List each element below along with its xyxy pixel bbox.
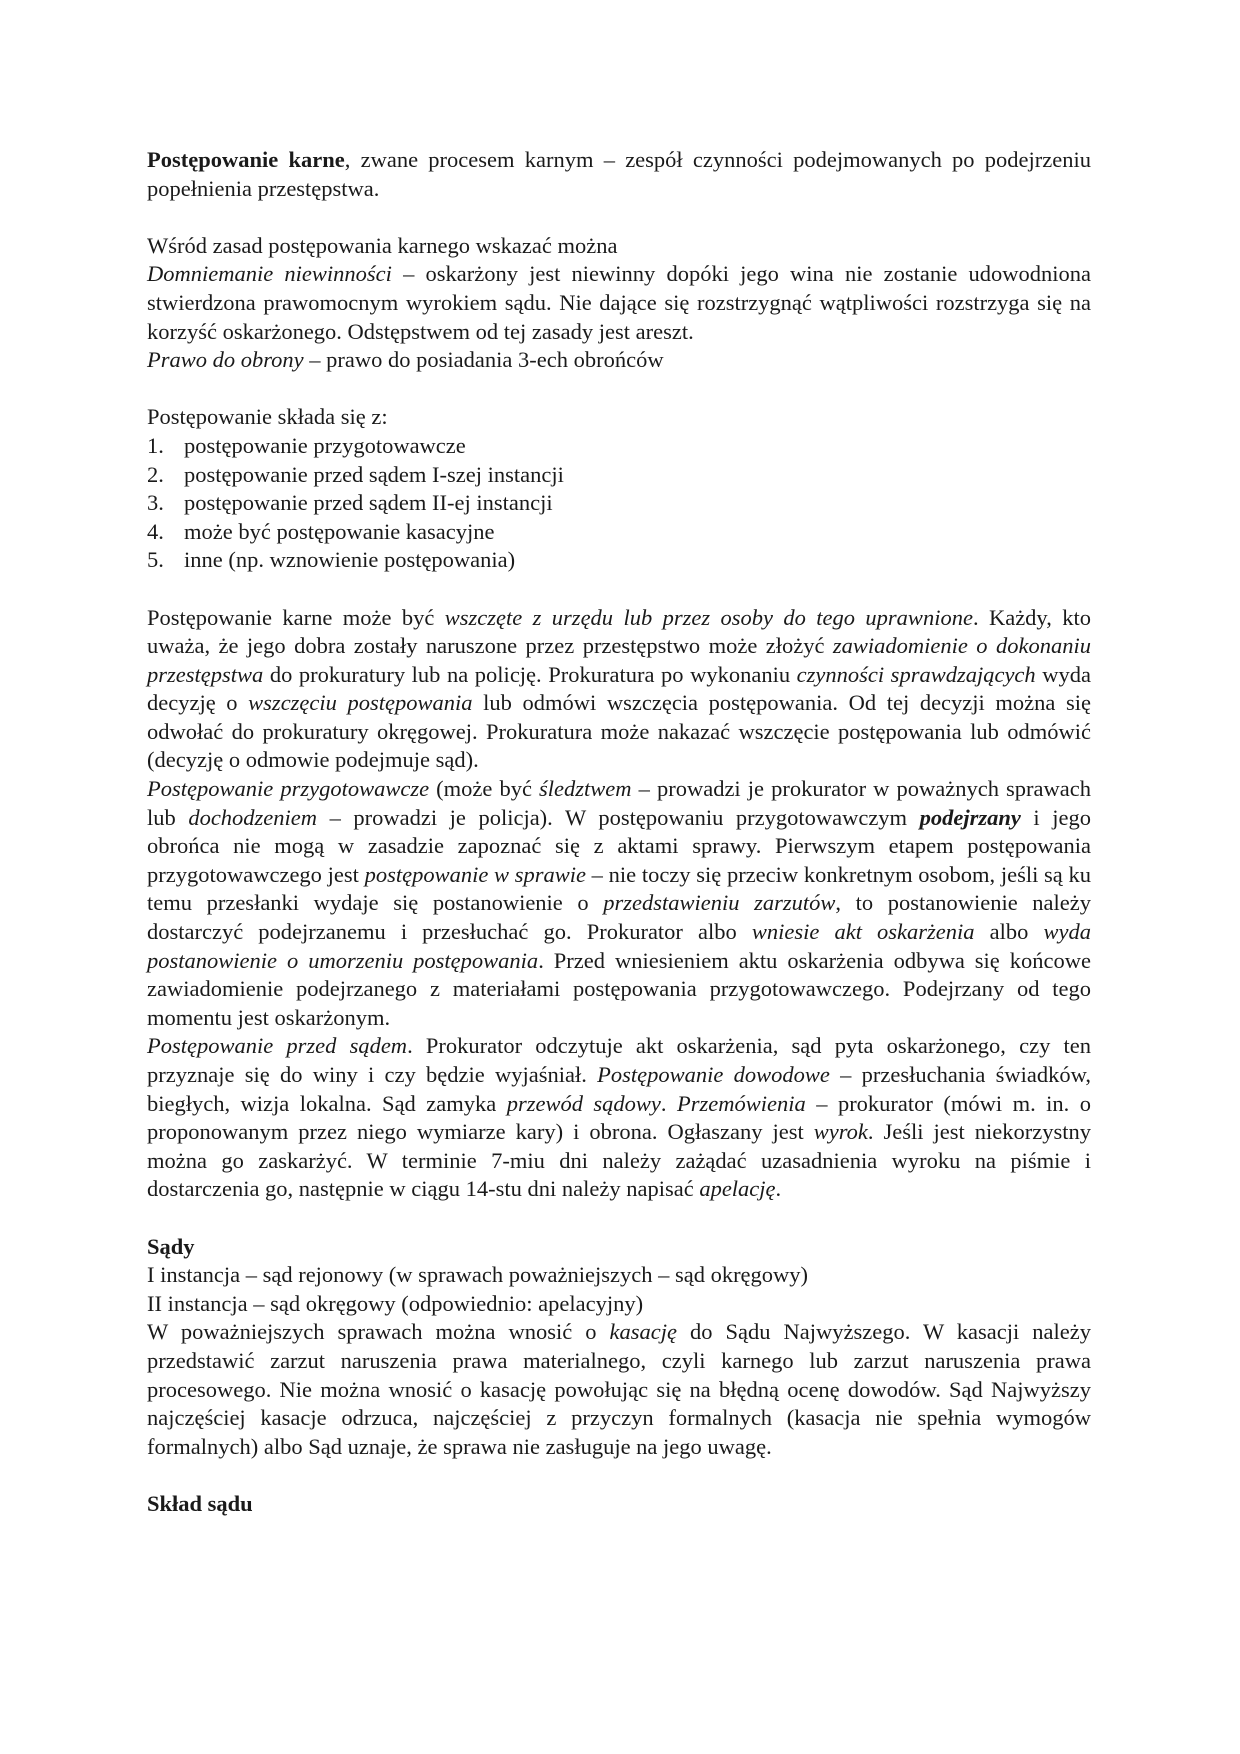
text: . Jeśli jest niekorzystny można go zaskarżyć. W terminie 7-miu dni należy zażądać uzasadnienia wyroku na piśmie i dostarczenia go, następnie w ciągu 14-stu dni należy napisać [147, 1119, 1091, 1202]
text: , to postanowienie należy dostarczyć podejrzanemu i przesłuchać go. Prokurator albo [147, 890, 1092, 945]
stages-list [147, 432, 1091, 575]
emphasis: wszczęte z urzędu lub przez osoby do tego uprawnione [444, 604, 973, 630]
emphasis: Postępowanie przygotowawcze [147, 776, 430, 802]
intro-term: Postępowanie karne [147, 147, 345, 172]
principle-text: – oskarżony jest niewinny dopóki jego wina nie zostanie udowodniona stwierdzona prawomocnym wyrokiem sądu. Nie dające się rozstrzygnąć wątpliwości rozstrzyga się na korzyść oskarżonego. Odstępstwem od tej zasady jest areszt. [147, 261, 1091, 344]
text: – prowadzi je prokurator w poważnych sprawach lub [147, 776, 1091, 830]
spacer [147, 1204, 1091, 1233]
principle-term: Prawo do obrony [147, 347, 304, 373]
trial-paragraph [147, 1032, 1091, 1204]
emphasis: kasację [609, 1319, 677, 1345]
text: . Prokurator odczytuje akt oskarżenia, sąd pyta oskarżonego, czy ten przyznaje się do winy i czy będzie wyjaśniał. [147, 1033, 1091, 1087]
emphasis: śledztwem [539, 776, 632, 802]
spacer [147, 375, 1091, 404]
text: – przesłuchania świadków, biegłych, wizja lokalna. Sąd zamyka [147, 1062, 1091, 1116]
text: – nie toczy się przeciw konkretnym osobom, jeśli są ku temu przesłanki wydaje się postanowienie o [147, 861, 1091, 916]
list-number: 2. [147, 461, 164, 487]
spacer [147, 203, 1091, 232]
list-label: postępowanie przed sądem I-szej instancji [184, 461, 564, 487]
emphasis: Postępowanie przed sądem [147, 1033, 408, 1059]
list-label: postępowanie przed sądem II-ej instancji [184, 490, 553, 516]
emphasis: Postępowanie dowodowe [597, 1062, 830, 1087]
text: . Każdy, kto uważa, że jego dobra zostały naruszone przez przestępstwo może złożyć [147, 604, 1091, 659]
intro-text: , zwane procesem karnym – zespół czynności podejmowanych po podejrzeniu popełnienia przestępstwa. [147, 147, 1091, 201]
list-item [147, 489, 1091, 518]
text: do Sądu Najwyższego. W kasacji należy przedstawić zarzut naruszenia prawa materialnego, czyli karnego lub zarzut naruszenia prawa procesowego. Nie można wnosić o kasację powołując się na błędną ocenę dowodów. Sąd Najwyższy najczęściej kasacje odrzuca, najczęściej z przyczyn formalnych (kasacja nie spełnia wymogów formalnych) albo Sąd uznaje, że sprawa nie zasługuje na jego uwagę. [147, 1319, 1091, 1459]
list-item [147, 461, 1091, 490]
list-item [147, 546, 1091, 575]
text: W poważniejszych sprawach można wnosić o [147, 1319, 610, 1345]
principle-text: – prawo do posiadania 3-ech obrońców [303, 347, 664, 373]
text: wyda decyzję o [147, 661, 1091, 716]
intro-paragraph [147, 146, 1091, 203]
list-label: może być postępowanie kasacyjne [184, 518, 495, 544]
text: Postępowanie karne może być [147, 604, 445, 630]
emphasis: wyda postanowienie o umorzeniu postępowania [147, 919, 1091, 973]
text: (może być [429, 776, 540, 802]
cassation-paragraph [147, 1318, 1091, 1461]
list-number: 5. [147, 547, 164, 573]
list-item [147, 432, 1091, 461]
spacer [147, 575, 1091, 604]
emphasis: Przemówienia [677, 1090, 806, 1116]
text: lub odmówi wszczęcia postępowania. Od tej decyzji można się odwołać do prokuratury okręgowej. Prokuratura może nakazać wszczęcie postępowania lub odmówić (decyzję o odmowie podejmuje sąd). [147, 690, 1091, 773]
text: . Przed wniesieniem aktu oskarżenia odbywa się końcowe zawiadomienie podejrzanego z materiałami postępowania przygotowawczego. Podejrzany od tego momentu jest oskarżonym. [147, 947, 1091, 1030]
stages-lead: Postępowanie składa się z: [147, 404, 388, 430]
emphasis: zawiadomienie o dokonaniu przestępstwa [147, 633, 1091, 687]
emphasis: przewód sądowy [506, 1090, 661, 1116]
text: albo [974, 919, 1044, 945]
text: – prokurator (mówi m. in. o proponowanym przez niego wymiarze kary) i obrona. Ogłaszany jest [147, 1090, 1091, 1145]
principles-lead: Wśród zasad postępowania karnego wskazać można [147, 232, 618, 258]
principle-term: Domniemanie niewinności [147, 261, 392, 287]
emphasis: dochodzeniem [188, 804, 318, 830]
initiation-paragraph [147, 604, 1091, 776]
emphasis: apelację [699, 1176, 776, 1202]
courts-second-instance: II instancja – sąd okręgowy (odpowiednio: apelacyjny) [147, 1290, 644, 1316]
preparatory-paragraph [147, 775, 1091, 1032]
list-label: inne (np. wznowienie postępowania) [184, 547, 516, 573]
list-number: 3. [147, 490, 164, 516]
emphasis: wniesie akt oskarżenia [751, 919, 975, 945]
emphasis: wyrok [813, 1119, 868, 1145]
document-page [147, 146, 1091, 1519]
spacer [147, 1461, 1091, 1490]
principle-presumption [147, 260, 1091, 346]
emphasis: wszczęciu postępowania [248, 690, 473, 716]
list-label: postępowanie przygotowawcze [184, 432, 466, 458]
emphasis: przedstawieniu zarzutów [603, 890, 836, 916]
courts-first-instance: I instancja – sąd rejonowy (w sprawach poważniejszych – sąd okręgowy) [147, 1262, 809, 1288]
text: do prokuratury lub na policję. Prokuratura po wykonaniu [263, 661, 797, 687]
principle-defense [147, 346, 1091, 375]
text: . [660, 1090, 678, 1116]
list-number: 1. [147, 432, 164, 458]
section-heading-composition: Skład sądu [147, 1490, 253, 1516]
list-number: 4. [147, 518, 164, 544]
emphasis: postępowanie w sprawie [364, 861, 586, 887]
section-heading-courts: Sądy [147, 1233, 195, 1259]
strong-emphasis: podejrzany [919, 804, 1021, 830]
list-item [147, 518, 1091, 547]
text: – prowadzi je policja). W postępowaniu przygotowawczym [317, 804, 920, 830]
text: . [775, 1176, 782, 1202]
emphasis: czynności sprawdzających [796, 661, 1036, 687]
text: i jego obrońca nie mogą w zasadzie zapoznać się z aktami sprawy. Pierwszym etapem postępowania przygotowawczego jest [147, 804, 1091, 887]
